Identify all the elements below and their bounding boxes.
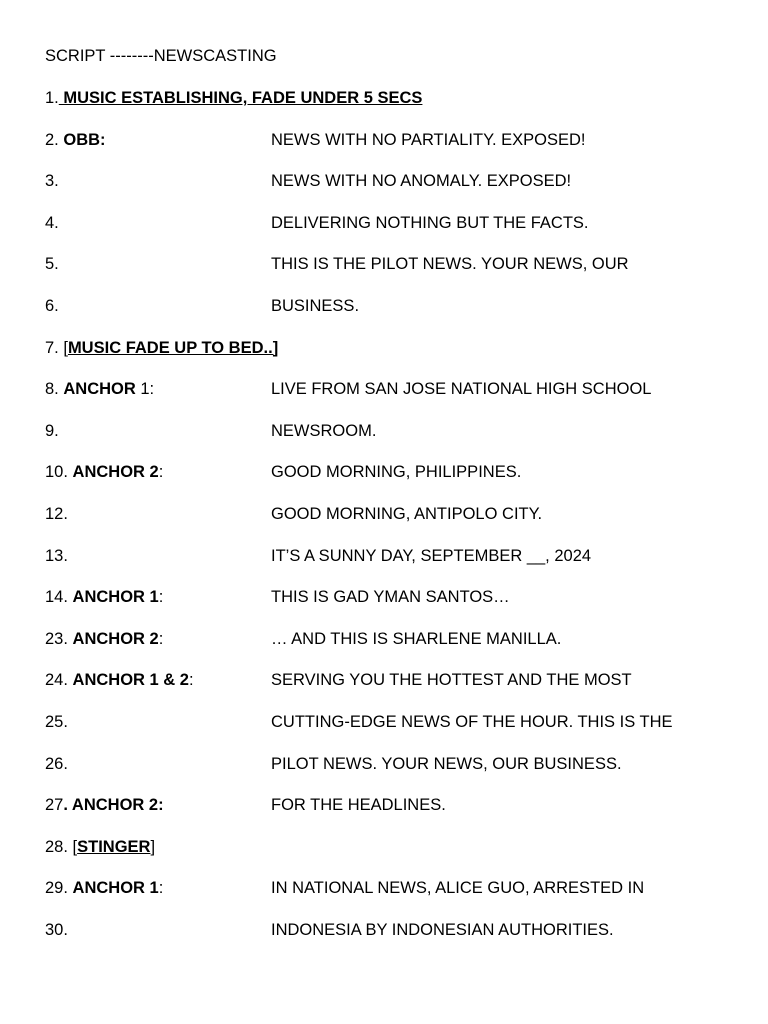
line-number: 3.: [45, 172, 59, 191]
line-number: 10.: [45, 463, 68, 482]
line-label: [45, 131, 106, 150]
script-text: CUTTING-EDGE NEWS OF THE HOUR. THIS IS THE: [271, 712, 673, 731]
script-line: [45, 89, 745, 131]
speaker-role: ANCHOR 1: [72, 588, 159, 607]
speaker-suffix: :: [158, 629, 164, 648]
script-text: GOOD MORNING, PHILIPPINES.: [271, 463, 522, 482]
script-line: [45, 838, 745, 880]
speaker-role: OBB:: [63, 130, 106, 149]
speaker-suffix: 1:: [135, 380, 155, 399]
script-line: [45, 671, 745, 713]
script-text: NEWS WITH NO PARTIALITY. EXPOSED!: [271, 130, 586, 149]
script-line: [45, 422, 745, 464]
line-number: 9.: [45, 421, 59, 440]
script-text: THIS IS GAD YMAN SANTOS…: [271, 588, 510, 607]
line-label: [45, 463, 163, 482]
script-text: PILOT NEWS. YOUR NEWS, OUR BUSINESS.: [271, 754, 622, 773]
line-number: 13.: [45, 546, 68, 565]
line-number: 5.: [45, 255, 59, 274]
script-text: LIVE FROM SAN JOSE NATIONAL HIGH SCHOOL: [271, 380, 652, 399]
line-number: 28. [: [45, 837, 78, 856]
script-text: DELIVERING NOTHING BUT THE FACTS.: [271, 213, 589, 232]
music-cue: MUSIC FADE UP TO BED..]: [67, 338, 279, 357]
line-label: [45, 588, 163, 607]
speaker-role: ANCHOR 1: [72, 879, 159, 898]
music-cue: MUSIC ESTABLISHING, FADE UNDER 5 SECS: [58, 89, 423, 107]
line-number: 7. [: [45, 338, 68, 357]
speaker-suffix: :: [158, 879, 164, 898]
script-line: [45, 921, 745, 963]
line-label: [45, 796, 164, 815]
script-line: [45, 547, 745, 589]
script-lines: [45, 89, 745, 962]
cue-suffix: ]: [150, 837, 156, 856]
line-number: 26.: [45, 754, 68, 773]
speaker-role: . ANCHOR 2:: [63, 796, 164, 815]
script-text: FOR THE HEADLINES.: [271, 796, 446, 815]
script-line: [45, 131, 745, 173]
script-text: BUSINESS.: [271, 296, 360, 315]
script-text: SERVING YOU THE HOTTEST AND THE MOST: [271, 671, 632, 690]
speaker-role: ANCHOR 2: [72, 463, 159, 482]
script-line: [45, 380, 745, 422]
line-number: 29.: [45, 879, 68, 898]
line-number: 25.: [45, 712, 68, 731]
script-text: GOOD MORNING, ANTIPOLO CITY.: [271, 504, 543, 523]
script-text: THIS IS THE PILOT NEWS. YOUR NEWS, OUR: [271, 255, 629, 274]
line-label: [45, 339, 278, 358]
speaker-role: ANCHOR 1 & 2: [72, 671, 189, 690]
line-label: [45, 630, 163, 649]
script-line: [45, 879, 745, 921]
script-line: [45, 255, 745, 297]
speaker-suffix: :: [158, 463, 164, 482]
line-label: [45, 89, 422, 108]
script-line: [45, 214, 745, 256]
line-number: 14.: [45, 588, 68, 607]
stinger-cue: STINGER: [77, 837, 151, 856]
script-line: [45, 172, 745, 214]
script-line: [45, 588, 745, 630]
speaker-role: ANCHOR 2: [72, 629, 159, 648]
script-line: [45, 463, 745, 505]
script-text: … AND THIS IS SHARLENE MANILLA.: [271, 629, 562, 648]
line-number: 24.: [45, 671, 68, 690]
line-number: 2.: [45, 130, 59, 149]
script-text: NEWSROOM.: [271, 421, 377, 440]
script-text: NEWS WITH NO ANOMALY. EXPOSED!: [271, 172, 572, 191]
line-number: 23.: [45, 629, 68, 648]
script-line: [45, 713, 745, 755]
script-line: [45, 505, 745, 547]
speaker-suffix: :: [188, 671, 194, 690]
line-number: 27: [45, 796, 64, 815]
line-number: 1.: [45, 89, 59, 107]
line-label: [45, 380, 154, 399]
script-line: [45, 796, 745, 838]
speaker-role: ANCHOR: [63, 380, 136, 399]
script-text: IT’S A SUNNY DAY, SEPTEMBER __, 2024: [271, 546, 592, 565]
script-line: [45, 297, 745, 339]
line-label: [45, 838, 155, 857]
line-number: 8.: [45, 380, 59, 399]
document-title: SCRIPT --------NEWSCASTING: [45, 47, 277, 65]
line-number: 4.: [45, 213, 59, 232]
line-number: 6.: [45, 296, 59, 315]
line-label: [45, 879, 163, 898]
script-text: IN NATIONAL NEWS, ALICE GUO, ARRESTED IN: [271, 879, 645, 898]
script-line: [45, 755, 745, 797]
line-number: 30.: [45, 920, 68, 939]
line-label: [45, 671, 194, 690]
speaker-suffix: :: [158, 588, 164, 607]
line-number: 12.: [45, 504, 68, 523]
script-line: [45, 630, 745, 672]
script-text: INDONESIA BY INDONESIAN AUTHORITIES.: [271, 920, 614, 939]
script-line: [45, 339, 745, 381]
